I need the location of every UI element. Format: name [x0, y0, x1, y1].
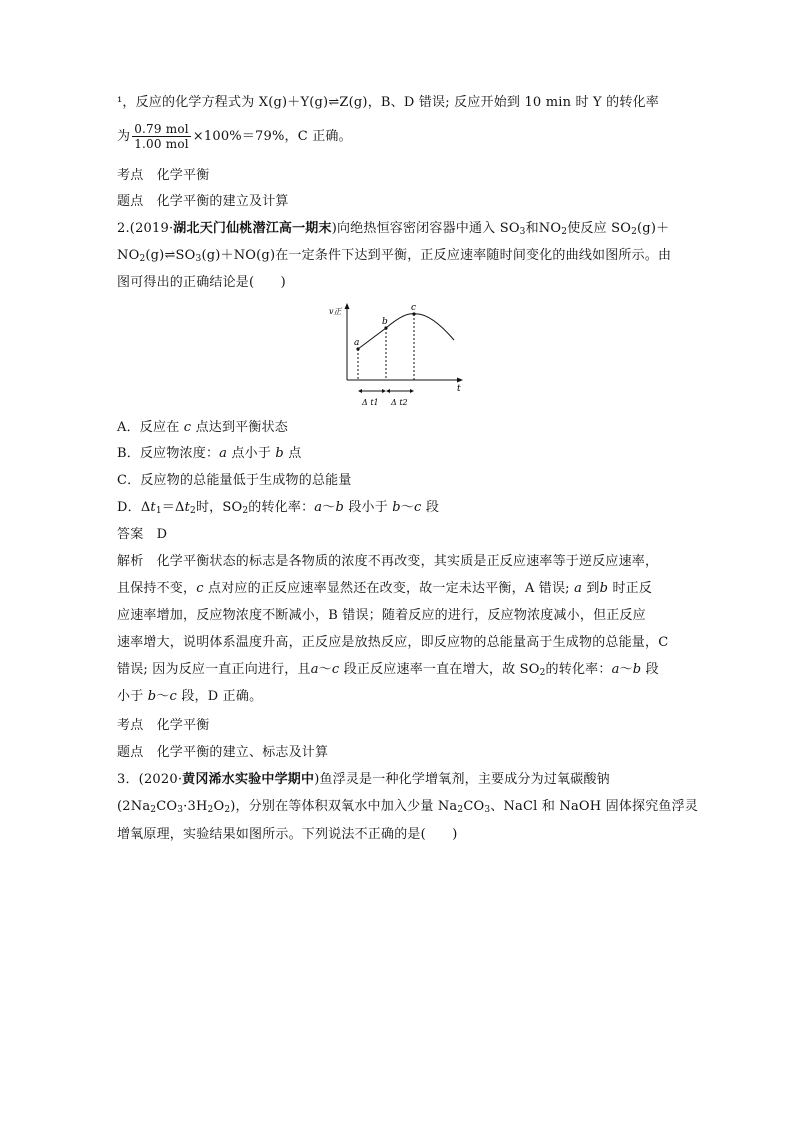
prev-kaodian: 考点 化学平衡 — [117, 168, 210, 183]
rate-curve — [358, 314, 454, 349]
q2-answer: 答案 D — [117, 527, 168, 542]
rate-time-chart — [325, 300, 475, 412]
q2-line-3: 图可得出的正确结论是( ) — [117, 275, 286, 290]
q2-analysis-3: 应速率增加，反应物浓度不断减小，B 错误；随着反应的进行，反应物浓度减小，但正反应 — [117, 608, 646, 623]
q2-analysis-5: 错误; 因为反应一直正向进行，且a～c 段正反应速率一直在增大，故 $SO_2$的转化率：a～b 段 — [117, 662, 659, 678]
y-axis-arrow — [345, 303, 350, 309]
prev-tidian: 题点 化学平衡的建立及计算 — [117, 194, 289, 209]
label-a: a — [354, 338, 360, 348]
q2-analysis-6: 小于 b～c 段，D 正确。 — [117, 689, 263, 704]
q2-option-b: B．反应物浓度：a 点小于 b 点 — [117, 446, 302, 461]
interval-2-label: Δ t2 — [391, 398, 408, 407]
conversion-fraction: $\frac{\text{0.79 mol}}{\text{1.00 mol}}$ — [134, 122, 189, 151]
q2-kaodian: 考点 化学平衡 — [117, 718, 210, 733]
q3-line-1: 3．(2020·黄冈浠水实验中学期中)鱼浮灵是一种化学增氧剂，主要成分为过氧碳酸钠 — [117, 772, 610, 787]
q2-analysis-2: 且保持不变，c 点对应的正反应速率显然还在改变，故一定未达平衡，A 错误; a 到b 时正反 — [117, 581, 653, 596]
q2-tidian: 题点 化学平衡的建立、标志及计算 — [117, 745, 329, 760]
y-axis-label: v正 — [329, 307, 342, 316]
x-axis-arrow — [457, 378, 463, 383]
q2-analysis-4: 速率增大，说明体系温度升高，正反应是放热反应，即反应物的总能量高于生成物的总能量，C — [117, 635, 669, 650]
prev-line-2: 为 $\frac{\text{0.79 mol}}{\text{1.00 mol}}$ ×100%＝79%，C 正确。 — [117, 122, 352, 151]
q3-line-3: 增氧原理，实验结果如图所示。下列说法不正确的是( ) — [117, 827, 458, 842]
q2-option-c: C．反应物的总能量低于生成物的总能量 — [117, 473, 352, 488]
q2-analysis-1: 解析 化学平衡状态的标志是各物质的浓度不再改变，其实质是正反应速率等于逆反应速率， — [117, 554, 659, 569]
q2-line-2: $NO_2(g)\rightleftharpoons SO_3(g)+NO(g)$在一定条件下达到平衡，正反应速率随时间变化的曲线如图所示。由 — [117, 248, 672, 264]
prev-line-1: ¹，反应的化学方程式为 X(g)＋Y(g)⇌Z(g)，B、D 错误; 反应开始到 10 min 时 Y 的转化率 — [117, 95, 659, 110]
q2-line-1: 2.(2019·湖北天门仙桃潜江高一期末)向绝热恒容密闭容器中通入 $SO_3$和$NO_2$使反应 $SO_2(g)+$ — [117, 221, 670, 237]
q2-option-a: A．反应在 c 点达到平衡状态 — [117, 420, 288, 435]
label-b: b — [382, 317, 388, 327]
interval-1-label: Δ t1 — [362, 398, 379, 407]
q3-line-2: $(2Na_2CO_3\cdot 3H_2O_2)$，分别在等体积双氧水中加入少量 $Na_2CO_3$、NaCl 和 NaOH 固体探究鱼浮灵 — [117, 799, 699, 815]
q2-option-d: D．$\Delta t_1=\Delta t_2$时，$SO_2$的转化率：a～b 段小于 b～c 段 — [117, 500, 440, 516]
label-c: c — [411, 303, 417, 313]
x-axis-label: t — [457, 384, 461, 394]
